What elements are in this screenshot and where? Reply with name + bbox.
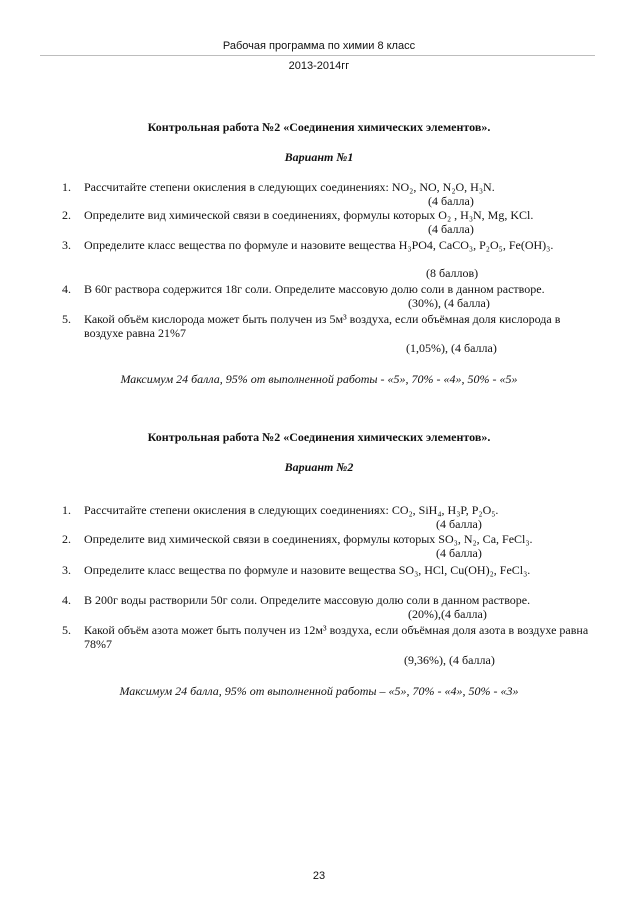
variant1-label: Вариант №1: [284, 150, 354, 164]
variant1-task-2: [62, 208, 602, 222]
task-number: 4.: [62, 282, 71, 296]
page-number: 23: [312, 870, 326, 882]
task-number: 5.: [62, 312, 71, 326]
task-text: В 60г раствора содержится 18г соли. Определите массовую долю соли в данном растворе.: [84, 282, 545, 296]
variant2-task-1-score: (4 балла): [436, 517, 482, 531]
running-header-year: 2013-2014гг: [288, 60, 350, 72]
variant2-task-2-score: (4 балла): [436, 546, 482, 560]
variant1-max-score-line: Максимум 24 балла, 95% от выполненной работы - «5», 70% - «4», 50% - «5»: [120, 372, 518, 386]
variant2-max-score-line: Максимум 24 балла, 95% от выполненной работы – «5», 70% - «4», 50% - «3»: [119, 684, 519, 698]
variant1-task-2-score: (4 балла): [428, 222, 474, 236]
task-number: 3.: [62, 563, 71, 577]
task-text: Определите вид химической связи в соединениях, формулы которых O₂ , H₃N, Mg, KCl.: [84, 208, 534, 222]
variant1-task-1-score: (4 балла): [428, 194, 474, 208]
variant1-work-title: Контрольная работа №2 «Соединения химических элементов».: [147, 120, 491, 134]
task-text: В 200г воды растворили 50г соли. Определите массовую долю соли в данном растворе.: [84, 593, 531, 607]
task-number: 1.: [62, 503, 71, 517]
task-number: 2.: [62, 208, 71, 222]
task-text: Определите класс вещества по формуле и назовите вещества SO₃, HCl, Cu(OH)₂, FeCl₃.: [84, 563, 531, 577]
task-text: Какой объём кислорода может быть получен из 5м³ воздуха, если объёмная доля кислорода в воздухе равна 21%7: [84, 312, 561, 340]
task-number: 5.: [62, 623, 71, 637]
variant1-task-1: [62, 180, 602, 194]
task-number: 4.: [62, 593, 71, 607]
task-text: Рассчитайте степени окисления в следующих соединениях: NO₂, NO, N₂O, H₃N.: [84, 180, 495, 194]
running-header-title: Рабочая программа по химии 8 класс: [222, 40, 416, 52]
variant1-task-5: [62, 312, 602, 340]
variant2-task-4: [62, 593, 602, 607]
variant1-task-4-score: (30%), (4 балла): [408, 296, 490, 310]
variant2-task-3: [62, 563, 602, 577]
variant1-task-3-score: (8 баллов): [426, 266, 479, 280]
variant2-work-title: Контрольная работа №2 «Соединения химических элементов».: [147, 430, 491, 444]
task-text: Определите класс вещества по формуле и назовите вещества H₃PO4, CaCO₃, P₂O₅, Fe(OH)₃.: [84, 238, 554, 252]
task-number: 1.: [62, 180, 71, 194]
task-text: Рассчитайте степени окисления в следующих соединениях: CO₂, SiH₄, H₃P, P₂O₅.: [84, 503, 499, 517]
variant1-task-4: [62, 282, 602, 296]
variant2-task-5-score: (9,36%), (4 балла): [404, 653, 495, 667]
task-number: 3.: [62, 238, 71, 252]
task-number: 2.: [62, 532, 71, 546]
variant2-task-2: [62, 532, 602, 546]
task-text: Какой объём азота может быть получен из 12м³ воздуха, если объёмная доля азота в воздухе равна 78%7: [84, 623, 589, 651]
task-text: Определите вид химической связи в соединениях, формулы которых SO₃, N₂, Ca, FeCl₃.: [84, 532, 533, 546]
variant2-label: Вариант №2: [284, 460, 354, 474]
variant1-task-3: [62, 238, 602, 252]
header-divider: [40, 55, 595, 56]
variant2-task-5: [62, 623, 602, 651]
variant1-task-5-score: (1,05%), (4 балла): [406, 341, 497, 355]
variant2-task-4-score: (20%),(4 балла): [408, 607, 487, 621]
variant2-task-1: [62, 503, 602, 517]
